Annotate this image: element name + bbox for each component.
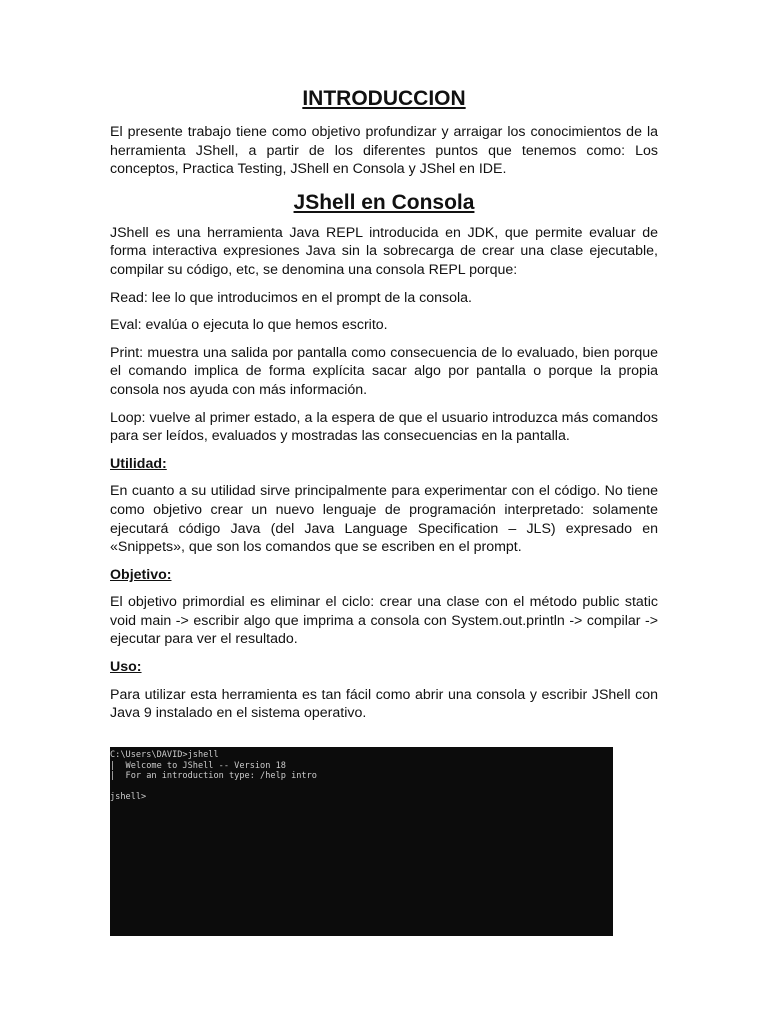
paragraph-repl: JShell es una herramienta Java REPL introducida en JDK, que permite evaluar de forma interactiva expresiones Java sin la sobrecarga de crear una clase ejecutable, compilar su código, etc, se denomina una consola REPL porque:: [110, 224, 658, 278]
console-line: [110, 782, 613, 793]
console-line: C:\Users\DAVID>jshell: [110, 750, 219, 760]
paragraph-loop: Loop: vuelve al primer estado, a la espera de que el usuario introduzca más comandos para ser leídos, evaluados y mostradas las consecuencias en la pantalla.: [110, 409, 658, 445]
intro-paragraph: El presente trabajo tiene como objetivo profundizar y arraigar los conocimientos de la herramienta JShell, a partir de los diferentes puntos que tenemos como: Los conceptos, Practica Testing, JShell en Consola y JShel en IDE.: [110, 124, 658, 178]
uso-paragraph: Para utilizar esta herramienta es tan fácil como abrir una consola y escribir JShell con Java 9 instalado en el sistema operativo.: [110, 686, 658, 722]
objetivo-paragraph: El objetivo primordial es eliminar el ciclo: crear una clase con el método public static void main -> escribir algo que imprima a consola con System.out.println -> compilar -> ejecutar para ver el resultado.: [110, 594, 658, 648]
console-line: | Welcome to JShell -- Version 18: [110, 760, 286, 771]
console-line: | For an introduction type: /help intro: [110, 771, 317, 782]
utilidad-heading: Utilidad:: [110, 455, 167, 472]
utilidad-paragraph: En cuanto a su utilidad sirve principalmente para experimentar con el código. No tiene como objetivo crear un nuevo lenguaje de programación interpretado: solamente ejecutará código Java (del Java Language Specification – JLS) expresado en «Snippets», que son los comandos que se escriben en el prompt.: [110, 483, 658, 556]
section-title: JShell en Consola: [293, 190, 475, 214]
paragraph-print: Print: muestra una salida por pantalla como consecuencia de lo evaluado, bien porque el comando implica de forma explícita sacar algo por pantalla o porque la propia consola nos ayuda con más información.: [110, 344, 658, 398]
uso-heading: Uso:: [110, 659, 142, 676]
console-prompt: jshell>: [110, 792, 147, 803]
paragraph-read: Read: lee lo que introducimos en el prompt de la consola.: [110, 289, 472, 306]
document-page: [110, 84, 658, 732]
console-screenshot: [110, 747, 613, 936]
page-title: INTRODUCCION: [302, 87, 466, 110]
paragraph-eval: Eval: evalúa o ejecuta lo que hemos escrito.: [110, 317, 388, 334]
objetivo-heading: Objetivo:: [110, 566, 172, 583]
